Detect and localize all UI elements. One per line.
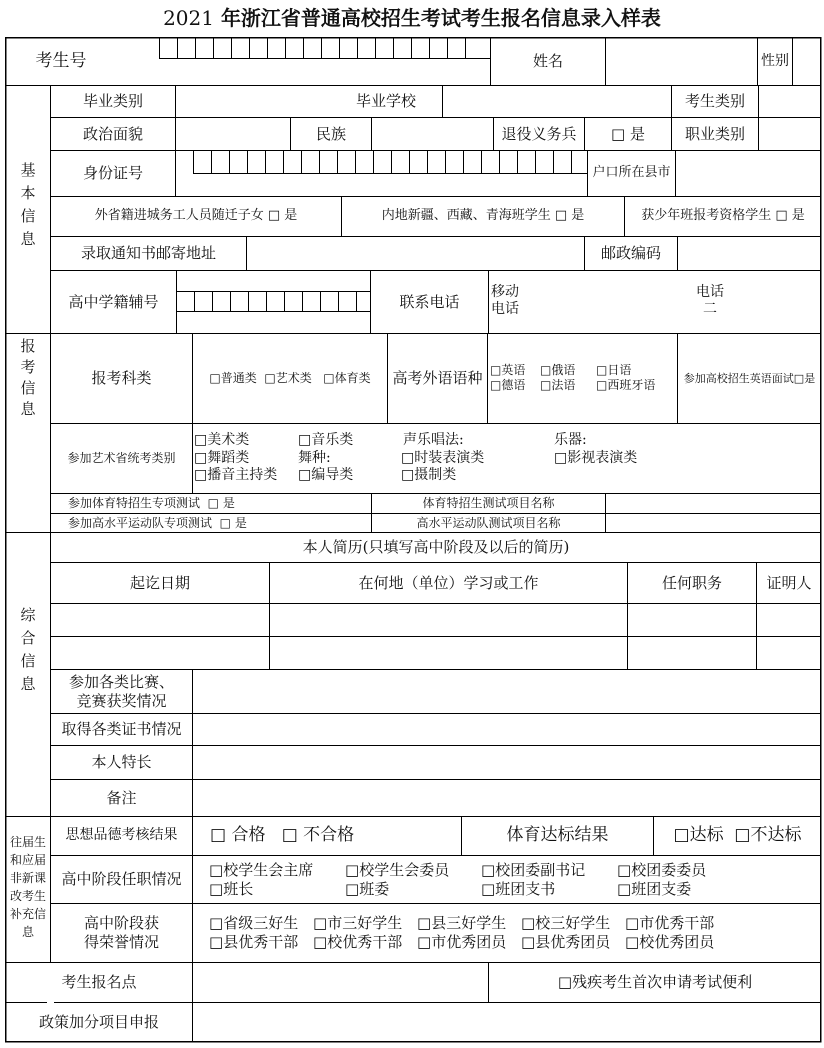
section-basic-info: 基本信息 xyxy=(20,161,36,248)
grad-type-label: 毕业类别 xyxy=(82,92,143,111)
witness-header: 证明人 xyxy=(766,573,812,592)
art-exam-label: 参加艺术省统考类别 xyxy=(67,451,176,465)
id-number-label: 身份证号 xyxy=(82,164,143,183)
location-header: 在何地（单位）学习或工作 xyxy=(358,573,539,592)
veteran-label: 退役义务兵 xyxy=(501,124,577,143)
notes-label: 备注 xyxy=(106,788,137,807)
pe-options[interactable]: □ 达标 □ 不达标 xyxy=(673,825,802,846)
language-options[interactable]: □英语 □俄语 □日语 □德语 □法语 □西班牙语 xyxy=(490,363,656,392)
honor-label: 高中阶段获 得荣誉情况 xyxy=(83,914,159,951)
juvenile-checkbox[interactable]: 获少年班报考资格学生 □ 是 xyxy=(641,208,805,224)
political-label: 政治面貌 xyxy=(82,124,143,143)
job-type-label: 职业类别 xyxy=(684,124,745,143)
section-comprehensive-info: 综合信息 xyxy=(20,606,36,693)
sports-test-checkbox[interactable]: 参加体育特招生专项测试 □ 是 xyxy=(68,496,235,510)
oral-exam-checkbox[interactable]: 参加高校招生英语面试 □ 是 xyxy=(683,371,816,385)
duty-label: 高中阶段任职情况 xyxy=(61,870,182,889)
section-apply-info: 报考信息 xyxy=(20,337,36,418)
subject-options[interactable]: □ 普通类 □ 艺术类 □ 体育类 xyxy=(209,371,371,385)
date-header: 起讫日期 xyxy=(129,573,190,592)
mobile-label: 移动 电话 xyxy=(491,283,519,317)
position-header: 任何职务 xyxy=(661,573,722,592)
registration-site-label: 考生报名点 xyxy=(61,973,137,992)
disabled-accommodation-checkbox[interactable]: □ 残疾考生首次申请考试便利 xyxy=(557,973,753,992)
moral-label: 思想品德考核结果 xyxy=(65,827,178,844)
pe-label: 体育达标结果 xyxy=(506,825,609,846)
exam-number-label: 考生号 xyxy=(35,50,87,71)
high-level-item-label: 高水平运动队测试项目名称 xyxy=(416,515,561,530)
contact-label: 联系电话 xyxy=(399,292,460,311)
resume-header: 本人简历(只填写高中阶段及以后的简历) xyxy=(302,538,570,557)
duty-options[interactable]: □校学生会主席 □校学生会委员 □校团委副书记 □校团委委员 □班长 □班委 □班团支书 □班团支委 xyxy=(209,860,707,898)
name-label: 姓名 xyxy=(532,52,563,71)
address-label: 录取通知书邮寄地址 xyxy=(80,244,216,263)
high-level-test-checkbox[interactable]: 参加高水平运动队专项测试 □ 是 xyxy=(68,515,247,530)
veteran-checkbox[interactable]: □ 是 xyxy=(611,124,645,143)
gender-label: 性别 xyxy=(761,52,789,69)
school-reg-label: 高中学籍辅号 xyxy=(68,292,159,311)
xinjiang-checkbox[interactable]: 内地新疆、西藏、青海班学生 □ 是 xyxy=(381,208,585,224)
contest-label: 参加各类比赛、 竞赛获奖情况 xyxy=(68,672,174,710)
moral-options[interactable]: □ 合格 □ 不合格 xyxy=(210,825,355,846)
art-exam-options[interactable]: □美术类 □音乐类 声乐唱法: 乐器: □舞蹈类 舞种: □时装表演类 □影视表演类 □播音主持类 □编导类 □摄制类 xyxy=(194,432,638,484)
postcode-label: 邮政编码 xyxy=(600,244,661,263)
exam-type-label: 考生类别 xyxy=(684,92,745,111)
hukou-label: 户口所在县市 xyxy=(592,165,671,181)
ethnic-label: 民族 xyxy=(315,124,346,143)
specialty-label: 本人特长 xyxy=(91,753,152,772)
grad-school-label: 毕业学校 xyxy=(355,92,416,111)
honor-options[interactable]: □省级三好生 □市三好学生 □县三好学生 □校三好学生 □市优秀干部 □县优秀干部 □校优秀干部 □市优秀团员 □县优秀团员 □校优秀团员 xyxy=(209,914,715,951)
certificate-label: 取得各类证书情况 xyxy=(61,720,182,739)
phone2-label: 电话 二 xyxy=(696,283,724,317)
bonus-points-label: 政策加分项目申报 xyxy=(38,1012,159,1031)
subject-label: 报考科类 xyxy=(91,369,152,388)
language-label: 高考外语语种 xyxy=(392,369,483,388)
migrant-checkbox[interactable]: 外省籍进城务工人员随迁子女 □ 是 xyxy=(94,208,298,224)
form-title: 2021 年浙江省普通高校招生考试考生报名信息录入样表 xyxy=(163,6,661,30)
sports-item-label: 体育特招生测试项目名称 xyxy=(422,496,555,510)
section-extra-info: 往届生和应届非新课改考生补充信息 xyxy=(9,835,46,939)
